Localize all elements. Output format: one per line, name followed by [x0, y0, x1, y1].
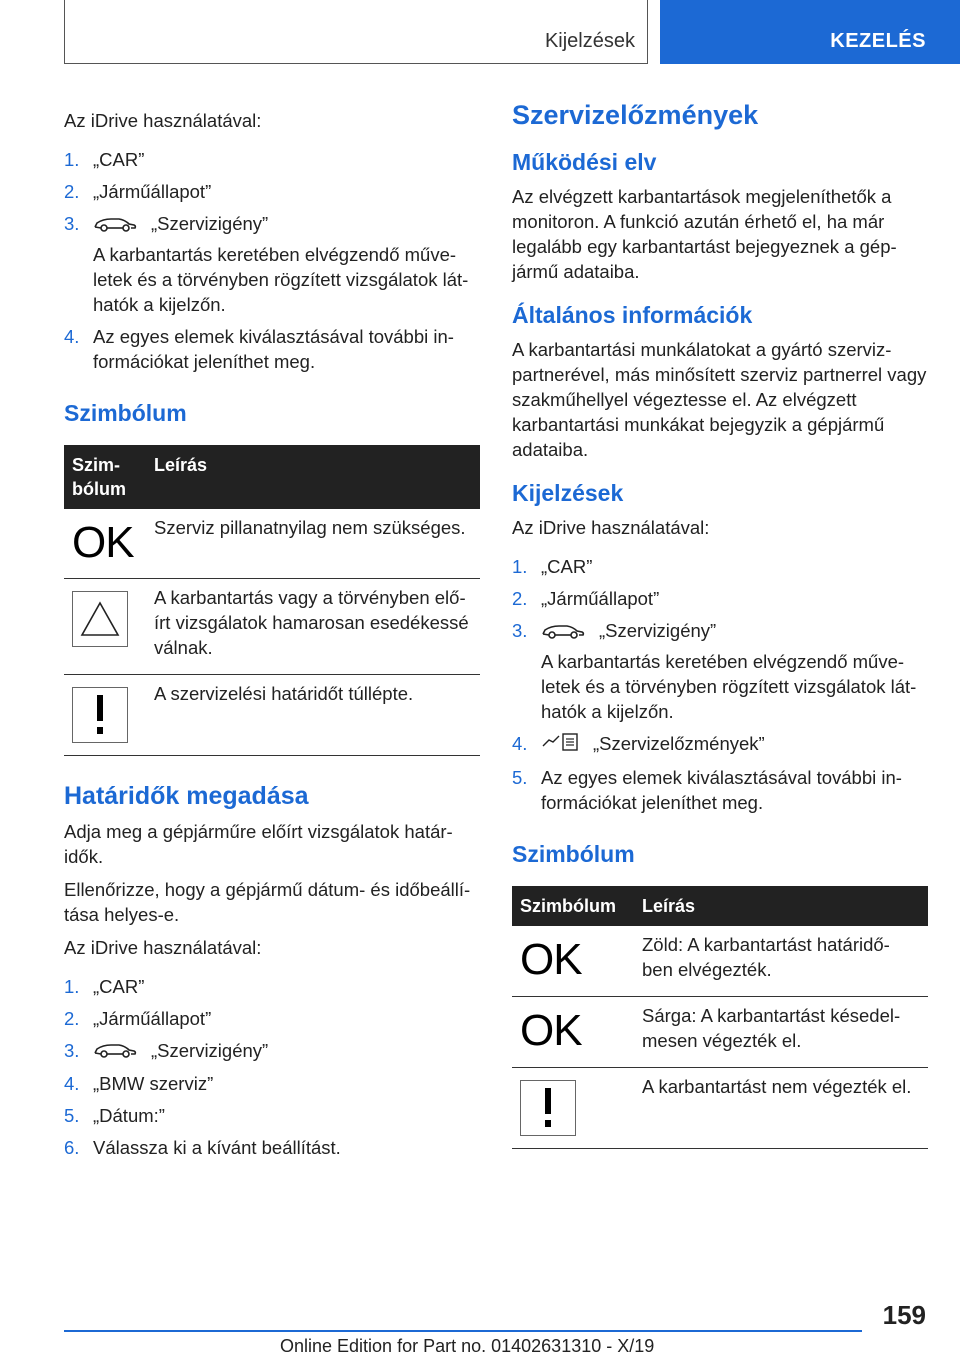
list-item: 4. „BMW szerviz” [64, 1073, 214, 1095]
table-row: A karbantartás vagy a törvényben elő-írt vizsgálatok hamarosan esedékessé válnak. [64, 578, 480, 674]
table-row: A szervizelési határidőt túllépte. [64, 674, 480, 755]
section-heading: Szimbólum [64, 399, 187, 426]
ok-symbol: OK [520, 934, 582, 984]
list-item: 5. Az egyes elemek kiválasztásával további in-formációkat jeleníthet meg. [512, 766, 902, 813]
list-item: 1. „CAR” [512, 556, 593, 577]
car-icon [93, 213, 137, 238]
footer-divider [64, 1330, 862, 1332]
symbol-table-1: Szim-bólum Leírás OK Szerviz pillanatnyilag nem szükséges. A karbantartás vagy a törvényben elő-írt vizsgálatok hamarosan esedékessé válnak. A szervizelési határidőt túllépte. [64, 445, 480, 756]
steps-list-3 [512, 554, 928, 815]
section-heading: Általános információk [512, 302, 753, 328]
steps-list-2 [64, 974, 480, 1161]
list-item: 3. „Szervizigény” A karbantartás keretében elvégzendő műve-letek és a törvényben rögzített vizsgálatok lát-hatók a kijelzőn. [64, 213, 469, 315]
section-heading: Működési elv [512, 149, 657, 175]
car-icon [541, 620, 585, 645]
table-row: A karbantartást nem végezték el. [512, 1067, 928, 1148]
list-item: 2. „Járműállapot” [64, 1007, 212, 1029]
steps-list-1 [64, 147, 480, 374]
page-number: 159 [882, 1300, 926, 1330]
page-header [0, 0, 960, 66]
section-title: Kijelzések [544, 30, 635, 52]
list-item: 6. Válassza ki a kívánt beállítást. [64, 1137, 341, 1159]
list-item: 2. „Járműállapot” [512, 588, 660, 609]
right-column: Szervizelőzmények Működési elv Az elvégzett karbantartások megjeleníthetők a monitoron. A funkció azután érhető el, ha már legalább egy karbantartást bejegyeznek a gép-jármű adataiba. Általános információk A karbantartási munkálatokat a gyártó szerviz-partnerével, más minősített szerviz partnerrel vagy szakműhellyel végeztesse el. Az elvégzett karbantartási munkákat bejegyzik a gépjármű adataiba. Kijelzések Az iDrive használatával: 1. „CAR” 2. „Járműállapot” 3. „Szervizigény” A karbantartás keretében elvégzendő műve-letek és a törvényben rögzített vizsgálatok lát-hatók a kijelzőn. 4. „Szervizelőzmények” 5. Az egyes elemek kiválasztásával további in-formációkat jeleníthet meg. Szimbólum Szimbólum Leírás OK Zöld: A karbantartást határidő-ben elvégezték. OK Sárga: A karbantartást késedel-mesen végezték el. A karbantartást nem végezték el. [512, 96, 928, 1149]
service-history-icon [541, 732, 579, 758]
table-row: OK Zöld: A karbantartást határidő-ben elvégezték. [512, 926, 928, 997]
car-icon [93, 1039, 137, 1064]
exclamation-icon [520, 1080, 576, 1136]
table-row: OK Sárga: A karbantartást késedel-mesen végezték el. [512, 996, 928, 1067]
list-item: 5. „Dátum:” [64, 1105, 165, 1127]
warning-triangle-icon [72, 591, 128, 647]
ok-symbol: OK [72, 517, 134, 567]
left-column: Az iDrive használatával: 1. „CAR” 2. „Járműállapot” 3. „Szervizigény” A karbantartás keretében elvégzendő műve-letek és a törvényben rögzített vizsgálatok lát-hatók a kijelzőn. 4. Az egyes elemek kiválasztásával további in-formációkat jeleníthet meg. Szimbólum Szim-bólum Leírás OK Szerviz pillanatnyilag nem szükséges. A karbantartás vagy a törvényben elő-írt vizsgálatok hamarosan esedékessé válnak. A szervizelési határidőt túllépte. Határidők megadása Adja meg a gépjárműre előírt vizsgálatok határ-idők. Ellenőrizze, hogy a gépjármű dátum- és időbeállí-tása helyes-e. Az iDrive használatával: 1. „CAR” 2. „Járműállapot” 3. „Szervizigény” 4. „BMW szerviz” 5. „Dátum:” 6. Válassza ki a kívánt beállítást. [64, 96, 480, 1170]
list-item: 3. „Szervizigény” [64, 1038, 480, 1065]
ok-symbol: OK [520, 1005, 582, 1055]
chapter-tab [660, 0, 960, 64]
edition-text: Online Edition for Part no. 01402631310 - X/19 [280, 1336, 655, 1356]
list-item: 4. „Szervizelőzmények” [512, 731, 928, 758]
list-item: 2. „Járműállapot” [64, 181, 212, 202]
section-heading: Szimbólum [512, 840, 635, 867]
section-tab [64, 0, 648, 64]
section-heading: Kijelzések [512, 480, 624, 506]
symbol-table-2: Szimbólum Leírás OK Zöld: A karbantartást határidő-ben elvégezték. OK Sárga: A karbantartást késedel-mesen végezték el. A karbantartást nem végezték el. [512, 886, 928, 1149]
list-item: 1. „CAR” [64, 149, 145, 170]
chapter-title: KEZELÉS [830, 30, 926, 52]
page-title: Szervizelőzmények [512, 100, 759, 130]
list-item: 3. „Szervizigény” A karbantartás keretében elvégzendő műve-letek és a törvényben rögzített vizsgálatok lát-hatók a kijelzőn. [512, 620, 917, 722]
section-heading: Határidők megadása [64, 781, 309, 810]
intro-text: Az iDrive használatával: [64, 110, 262, 131]
list-item: 4. Az egyes elemek kiválasztásával további in-formációkat jeleníthet meg. [64, 325, 454, 372]
table-row: OK Szerviz pillanatnyilag nem szükséges. [64, 509, 480, 579]
exclamation-icon [72, 687, 128, 743]
list-item: 1. „CAR” [64, 975, 145, 997]
